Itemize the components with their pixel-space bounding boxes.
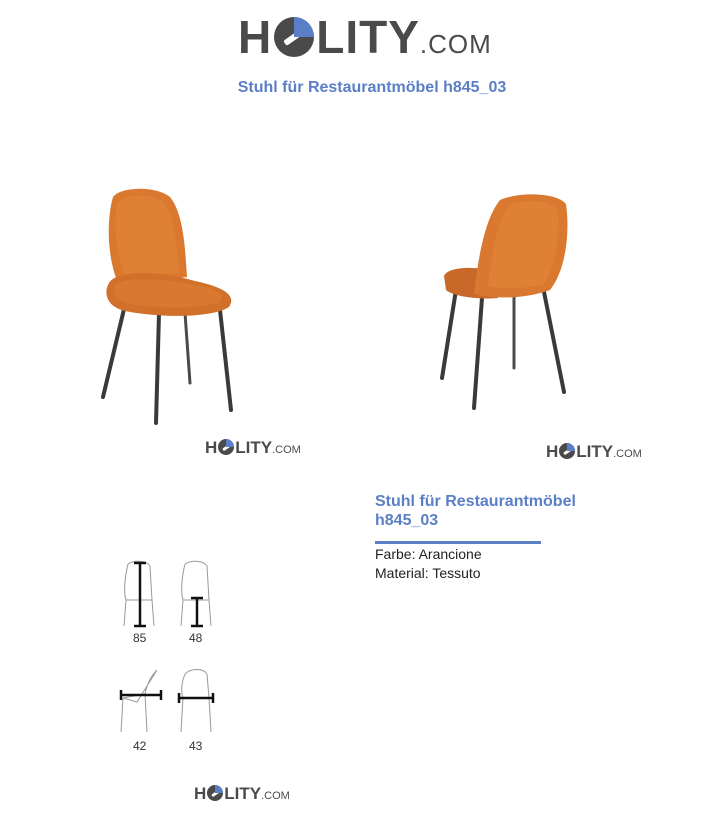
dimension-seat-height-label: 48	[189, 631, 203, 645]
dimension-seat-height-diagram	[175, 560, 217, 632]
holity-logo-front	[205, 437, 301, 458]
logo-text-lity: LITY	[576, 442, 614, 461]
logo-text-lity: LITY	[235, 438, 273, 457]
dimension-depth-label: 43	[189, 739, 203, 753]
chair-back-image	[438, 190, 578, 415]
chair-front-image	[95, 185, 245, 430]
holity-logo-bottom	[194, 783, 290, 804]
holity-logo[interactable]	[238, 10, 492, 64]
logo-domain: .COM	[419, 29, 492, 59]
logo-text-h: H	[194, 784, 207, 803]
logo-o-icon	[274, 17, 314, 57]
dimension-width-diagram	[117, 668, 165, 736]
attribute-material: Material: Tessuto	[375, 565, 481, 581]
dimension-width-label: 42	[133, 739, 147, 753]
logo-o-icon	[559, 443, 575, 459]
logo-text-h: H	[546, 442, 559, 461]
logo-text-h: H	[205, 438, 218, 457]
attribute-color: Farbe: Arancione	[375, 546, 482, 562]
title-divider	[375, 541, 541, 544]
dimension-height-diagram	[118, 560, 160, 632]
logo-text-lity: LITY	[316, 11, 420, 63]
logo-o-icon	[218, 439, 234, 455]
logo-domain: .COM	[261, 790, 290, 802]
logo-domain: .COM	[613, 448, 642, 460]
dimension-depth-diagram	[175, 668, 219, 736]
logo-text-h: H	[238, 11, 273, 63]
logo-o-icon	[207, 785, 223, 801]
page-title: Stuhl für Restaurantmöbel h845_03	[237, 79, 507, 96]
logo-domain: .COM	[272, 444, 301, 456]
product-title: Stuhl für Restaurantmöbel h845_03	[375, 493, 576, 529]
dimension-height-label: 85	[133, 631, 147, 645]
logo-text-lity: LITY	[224, 784, 262, 803]
holity-logo-back	[546, 441, 642, 462]
